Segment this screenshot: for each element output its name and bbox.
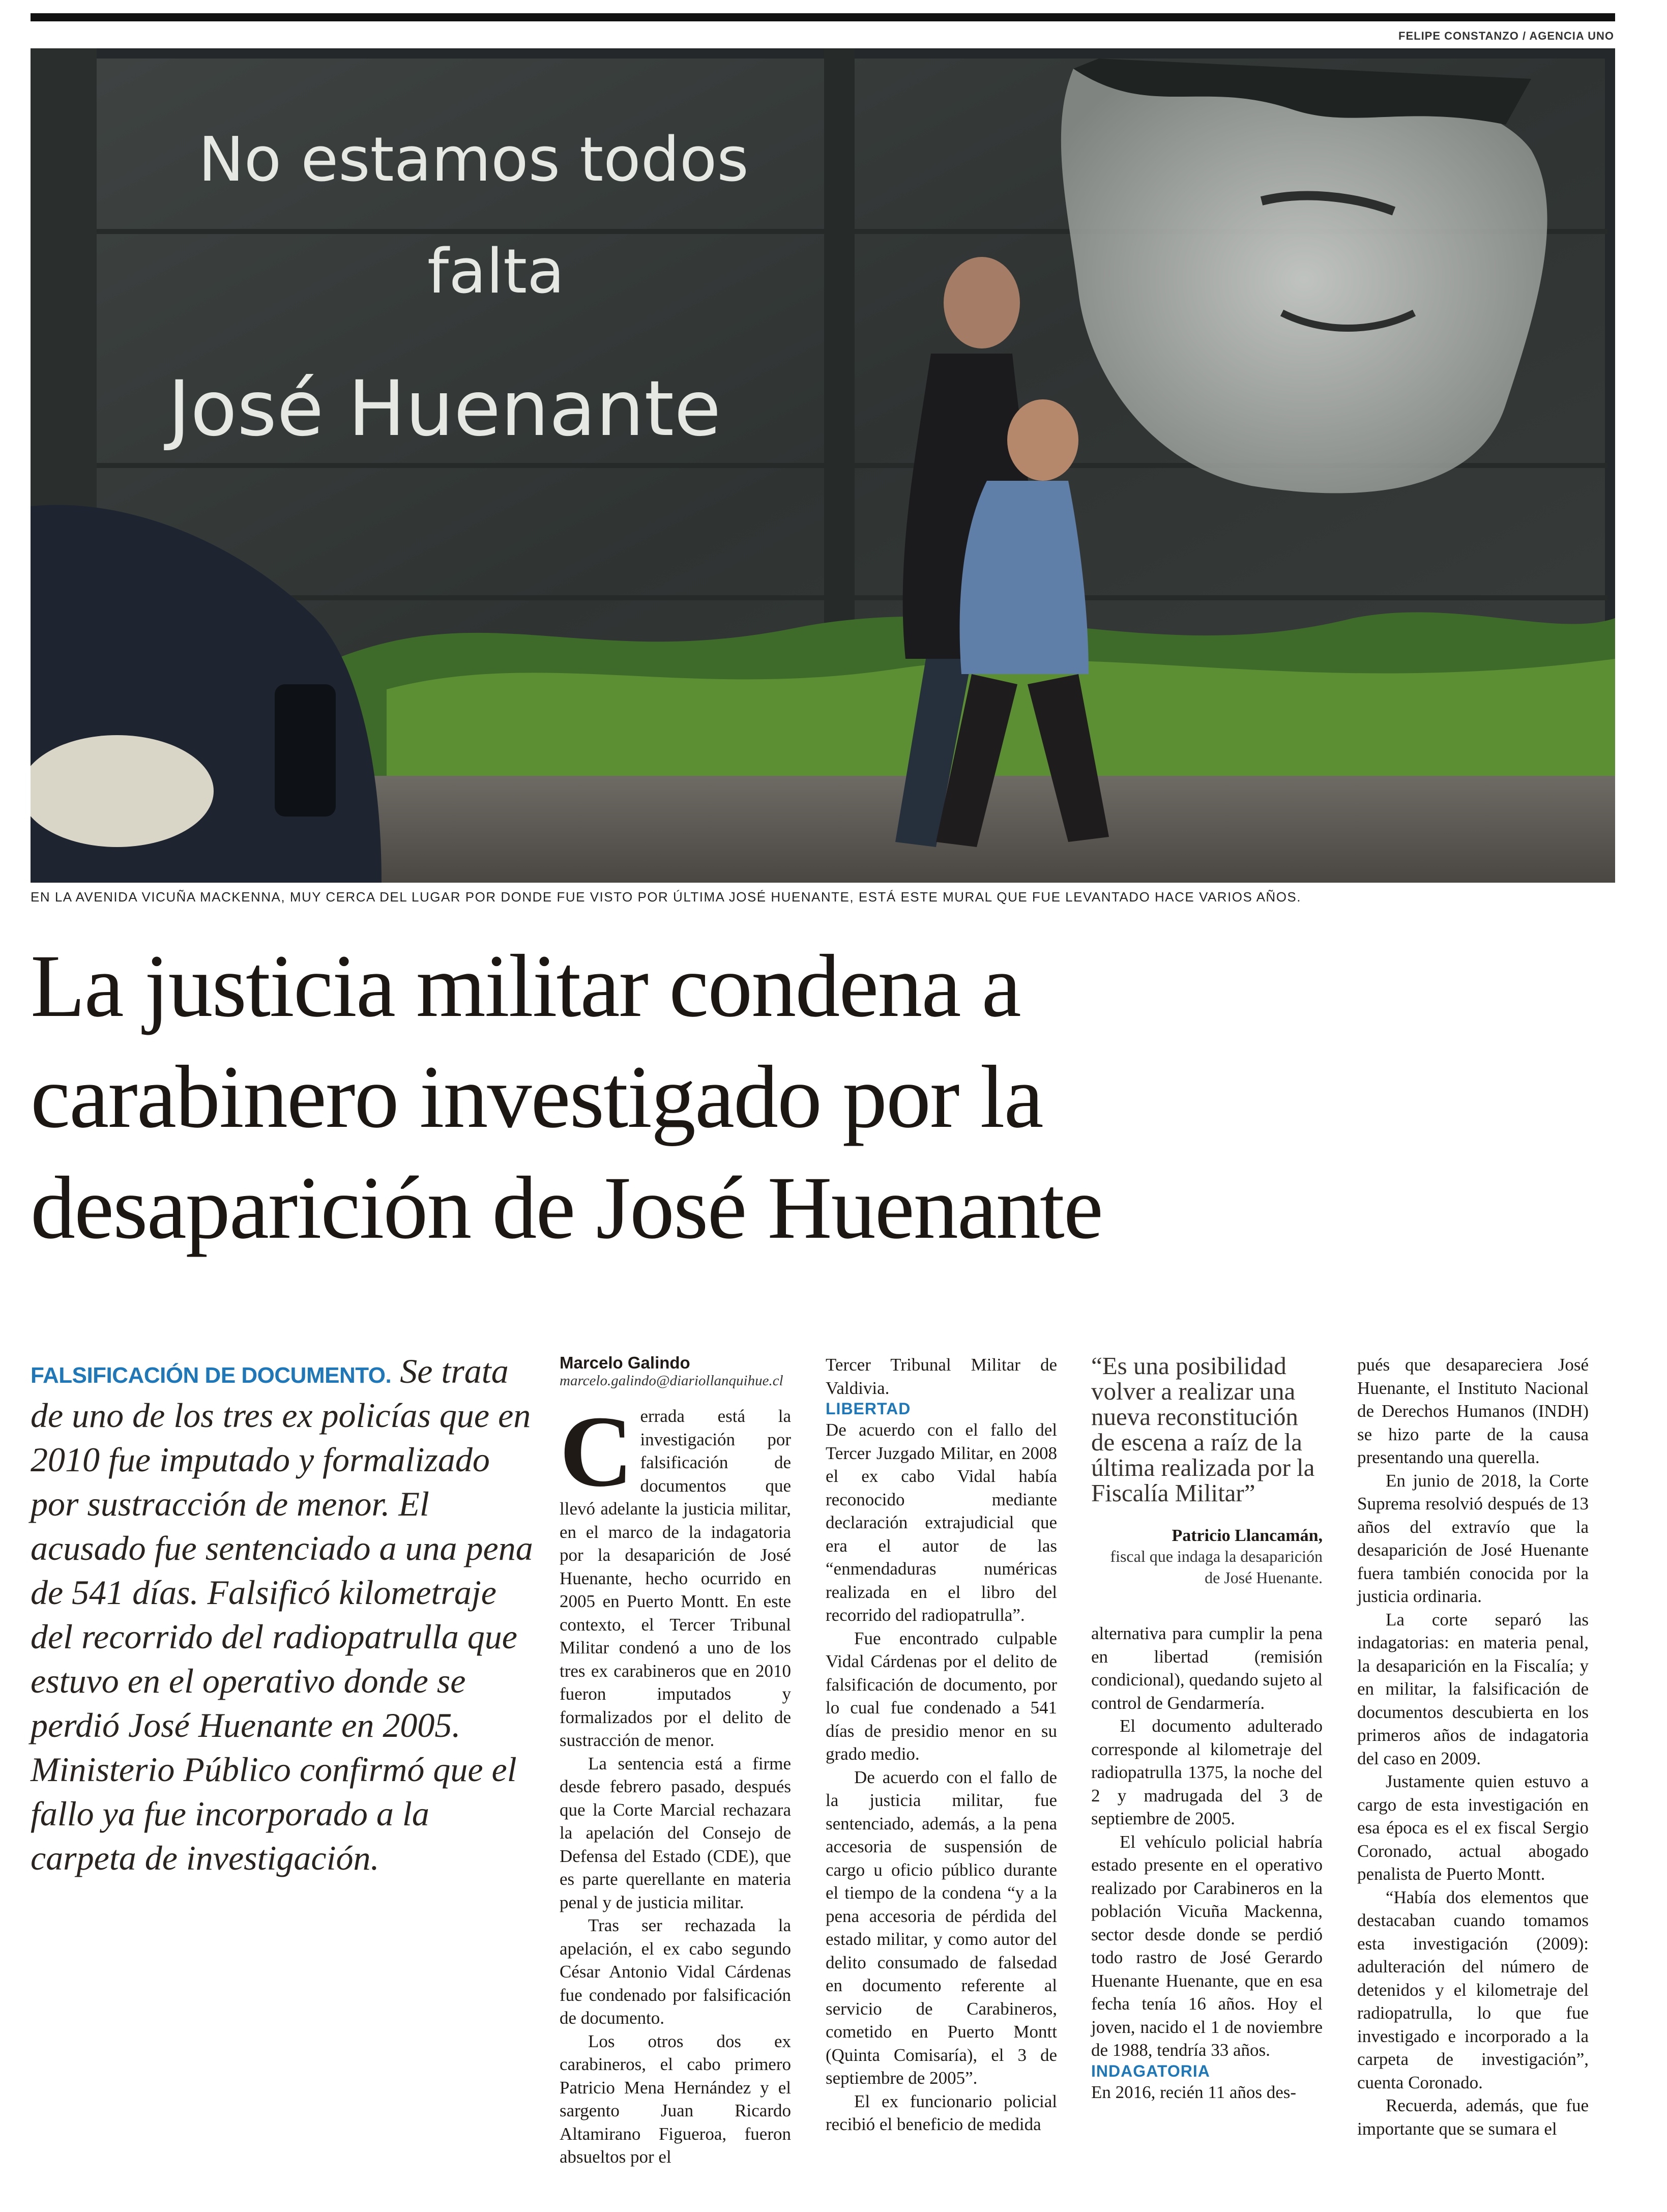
lede-kicker: FALSIFICACIÓN DE DOCUMENTO. (31, 1363, 392, 1388)
subhead-indagatoria: INDAGATORIA (1091, 2061, 1210, 2080)
subhead-libertad: LIBERTAD (826, 1400, 911, 1418)
paragraph: pués que desapareciera José Huenante, el Instituto Nacional de Derechos Humanos (INDH) se hizo parte de la causa presentando una querella. (1357, 1355, 1589, 1467)
paragraph: En junio de 2018, la Corte Suprema resolvió después de 13 años del extravío que la desaparición de José Huenante fuera también conocida por la justicia ordinaria. (1357, 1470, 1589, 1606)
paragraph: El documento adulterado corresponde al kilometraje del radiopatrulla 1375, la noche del 2 y madrugada del 3 de septiembre de 2005. (1091, 1716, 1323, 1828)
paragraph: De acuerdo con el fallo de la justicia militar, fue sentenciado, además, a la pena accesoria de suspensión de cargo u oficio público durante el tiempo de la condena “y a la pena accesoria de pérdida del estado militar, y como autor del delito consumado de falsedad en documento referente al servicio de Carabineros, cometido en Puerto Montt (Quinta Comisaría), el 3 de septiembre de 2005”. (826, 1767, 1057, 2088)
paragraph: El vehículo policial habría estado presente en el operativo realizado por Carabineros en la población Vicuña Mackenna, sector desde donde se perdió todo rastro de José Gerardo Huenante Huenante, que en esa fecha tenía 16 años. Hoy el joven, nacido el 1 de noviembre de 1988, tendría 33 años. (1091, 1831, 1323, 2060)
paragraph: Los otros dos ex carabineros, el cabo primero Patricio Mena Hernández y el sargento Juan Ricardo Altamirano Figueroa, fueron absueltos por el (560, 2031, 791, 2167)
paragraph: Tras ser rechazada la apelación, el ex cabo segundo César Antonio Vidal Cárdenas fue condenado por falsificación de documento. (560, 1915, 791, 2028)
paragraph: La sentencia está a firme desde febrero pasado, después que la Corte Marcial rechazara la apelación del Consejo de Defensa del Estado (CDE), que es parte querellante en materia penal y de justicia militar. (560, 1753, 791, 1912)
paragraph: La corte separó las indagatorias: en materia penal, la desaparición en la Fiscalía; y en militar, la falsificación de documentos descubierta en los primeros años de indagatoria del caso en 2009. (1357, 1609, 1589, 1768)
paragraph: “Había dos elementos que destacaban cuando tomamos esta investigación (2009): adulteración del número de detenidos y el kilometraje del radiopatrulla, lo que fue investigado e incorporado a la carpeta de investigación”, cuenta Coronado. (1357, 1887, 1589, 2092)
lede-text: Se trata de uno de los tres ex policías que en 2010 fue imputado y formalizado por sustracción de menor. El acusado fue sentenciado a una pena de 541 días. Falsificó kilometraje del recorrido del radiopatrulla que estuvo en el operativo donde se perdió José Huenante en 2005. Ministerio Público confirmó que el fallo ya fue incorporado a la carpeta de investigación. (31, 1352, 533, 1877)
paragraph: Fue encontrado culpable Vidal Cárdenas por el delito de falsificación de documento, por lo cual fue condenado a 541 días de presidio menor en su grado medio. (826, 1628, 1057, 1764)
headline-line-2: carabinero investigado por la (31, 1047, 1043, 1147)
photo-caption: EN LA AVENIDA VICUÑA MACKENNA, MUY CERCA DEL LUGAR POR DONDE FUE VISTO POR ÚLTIMA JOSÉ HUENANTE, ESTÁ ESTE MURAL QUE FUE LEVANTADO HACE VARIOS AÑOS. (31, 889, 1301, 905)
lede (31, 1349, 539, 1880)
quote-author: Patricio Llancamán, (1172, 1526, 1323, 1545)
drop-cap: C (560, 1395, 633, 1508)
quote-role: fiscal que indaga la desaparición de José Huenante. (1110, 1547, 1323, 1587)
byline-email: marcelo.galindo@diariollanquihue.cl (560, 1373, 783, 1389)
headline (31, 931, 1615, 1264)
mural-line-1: No estamos todos (198, 125, 749, 195)
mural-line-2: falta (427, 237, 565, 307)
paragraph: alternativa para cumplir la pena en libertad (remisión condicional), quedando sujeto al control de Gendarmería. (1091, 1623, 1323, 1713)
headline-line-3: desaparición de José Huenante (31, 1158, 1102, 1258)
paragraph: En 2016, recién 11 años des- (1091, 2082, 1297, 2102)
paragraph: Justamente quien estuvo a cargo de esta investigación en esa época es el ex fiscal Sergio Coronado, actual abogado penalista de Puerto Montt. (1357, 1771, 1589, 1884)
paragraph: El ex funcionario policial recibió el beneficio de medida (826, 2091, 1057, 2134)
top-rule (31, 13, 1615, 21)
article-column-3 (1091, 1353, 1323, 2104)
mural-photo (31, 48, 1615, 883)
headline-line-1: La justicia militar condena a (31, 937, 1020, 1036)
pull-quote: “Es una posibilidad volver a realizar una nueva reconstitución de escena a raíz de la última realizada por la Fiscalía Militar” (1091, 1352, 1315, 1507)
article-column-1 (560, 1353, 791, 2169)
paragraph: errada está la investigación por falsificación de documentos que llevó adelante la justicia militar, en el marco de la indagatoria por la desaparición de José Huenante, hecho ocurrido en 2005 en Puerto Montt. En este contexto, el Tercer Tribunal Militar condenó a uno de los tres ex carabineros que en 2010 fueron imputados y formalizados por el delito de sustracción de menor. (560, 1406, 791, 1750)
article-column-4 (1357, 1353, 1589, 2140)
paragraph: Tercer Tribunal Militar de Valdivia. (826, 1355, 1057, 1398)
article-column-2 (826, 1353, 1057, 2136)
mural-line-3: José Huenante (168, 365, 721, 453)
paragraph: Recuerda, además, que fue importante que se sumara el (1357, 2095, 1589, 2139)
photo-credit: FELIPE CONSTANZO / AGENCIA UNO (1398, 30, 1614, 42)
byline-name: Marcelo Galindo (560, 1353, 690, 1372)
paragraph: De acuerdo con el fallo del Tercer Juzgado Militar, en 2008 el ex cabo Vidal había reconocido mediante declaración extrajudicial que era el autor de las “enmendaduras numéricas realizada en el libro del recorrido del radiopatrulla”. (826, 1420, 1057, 1625)
